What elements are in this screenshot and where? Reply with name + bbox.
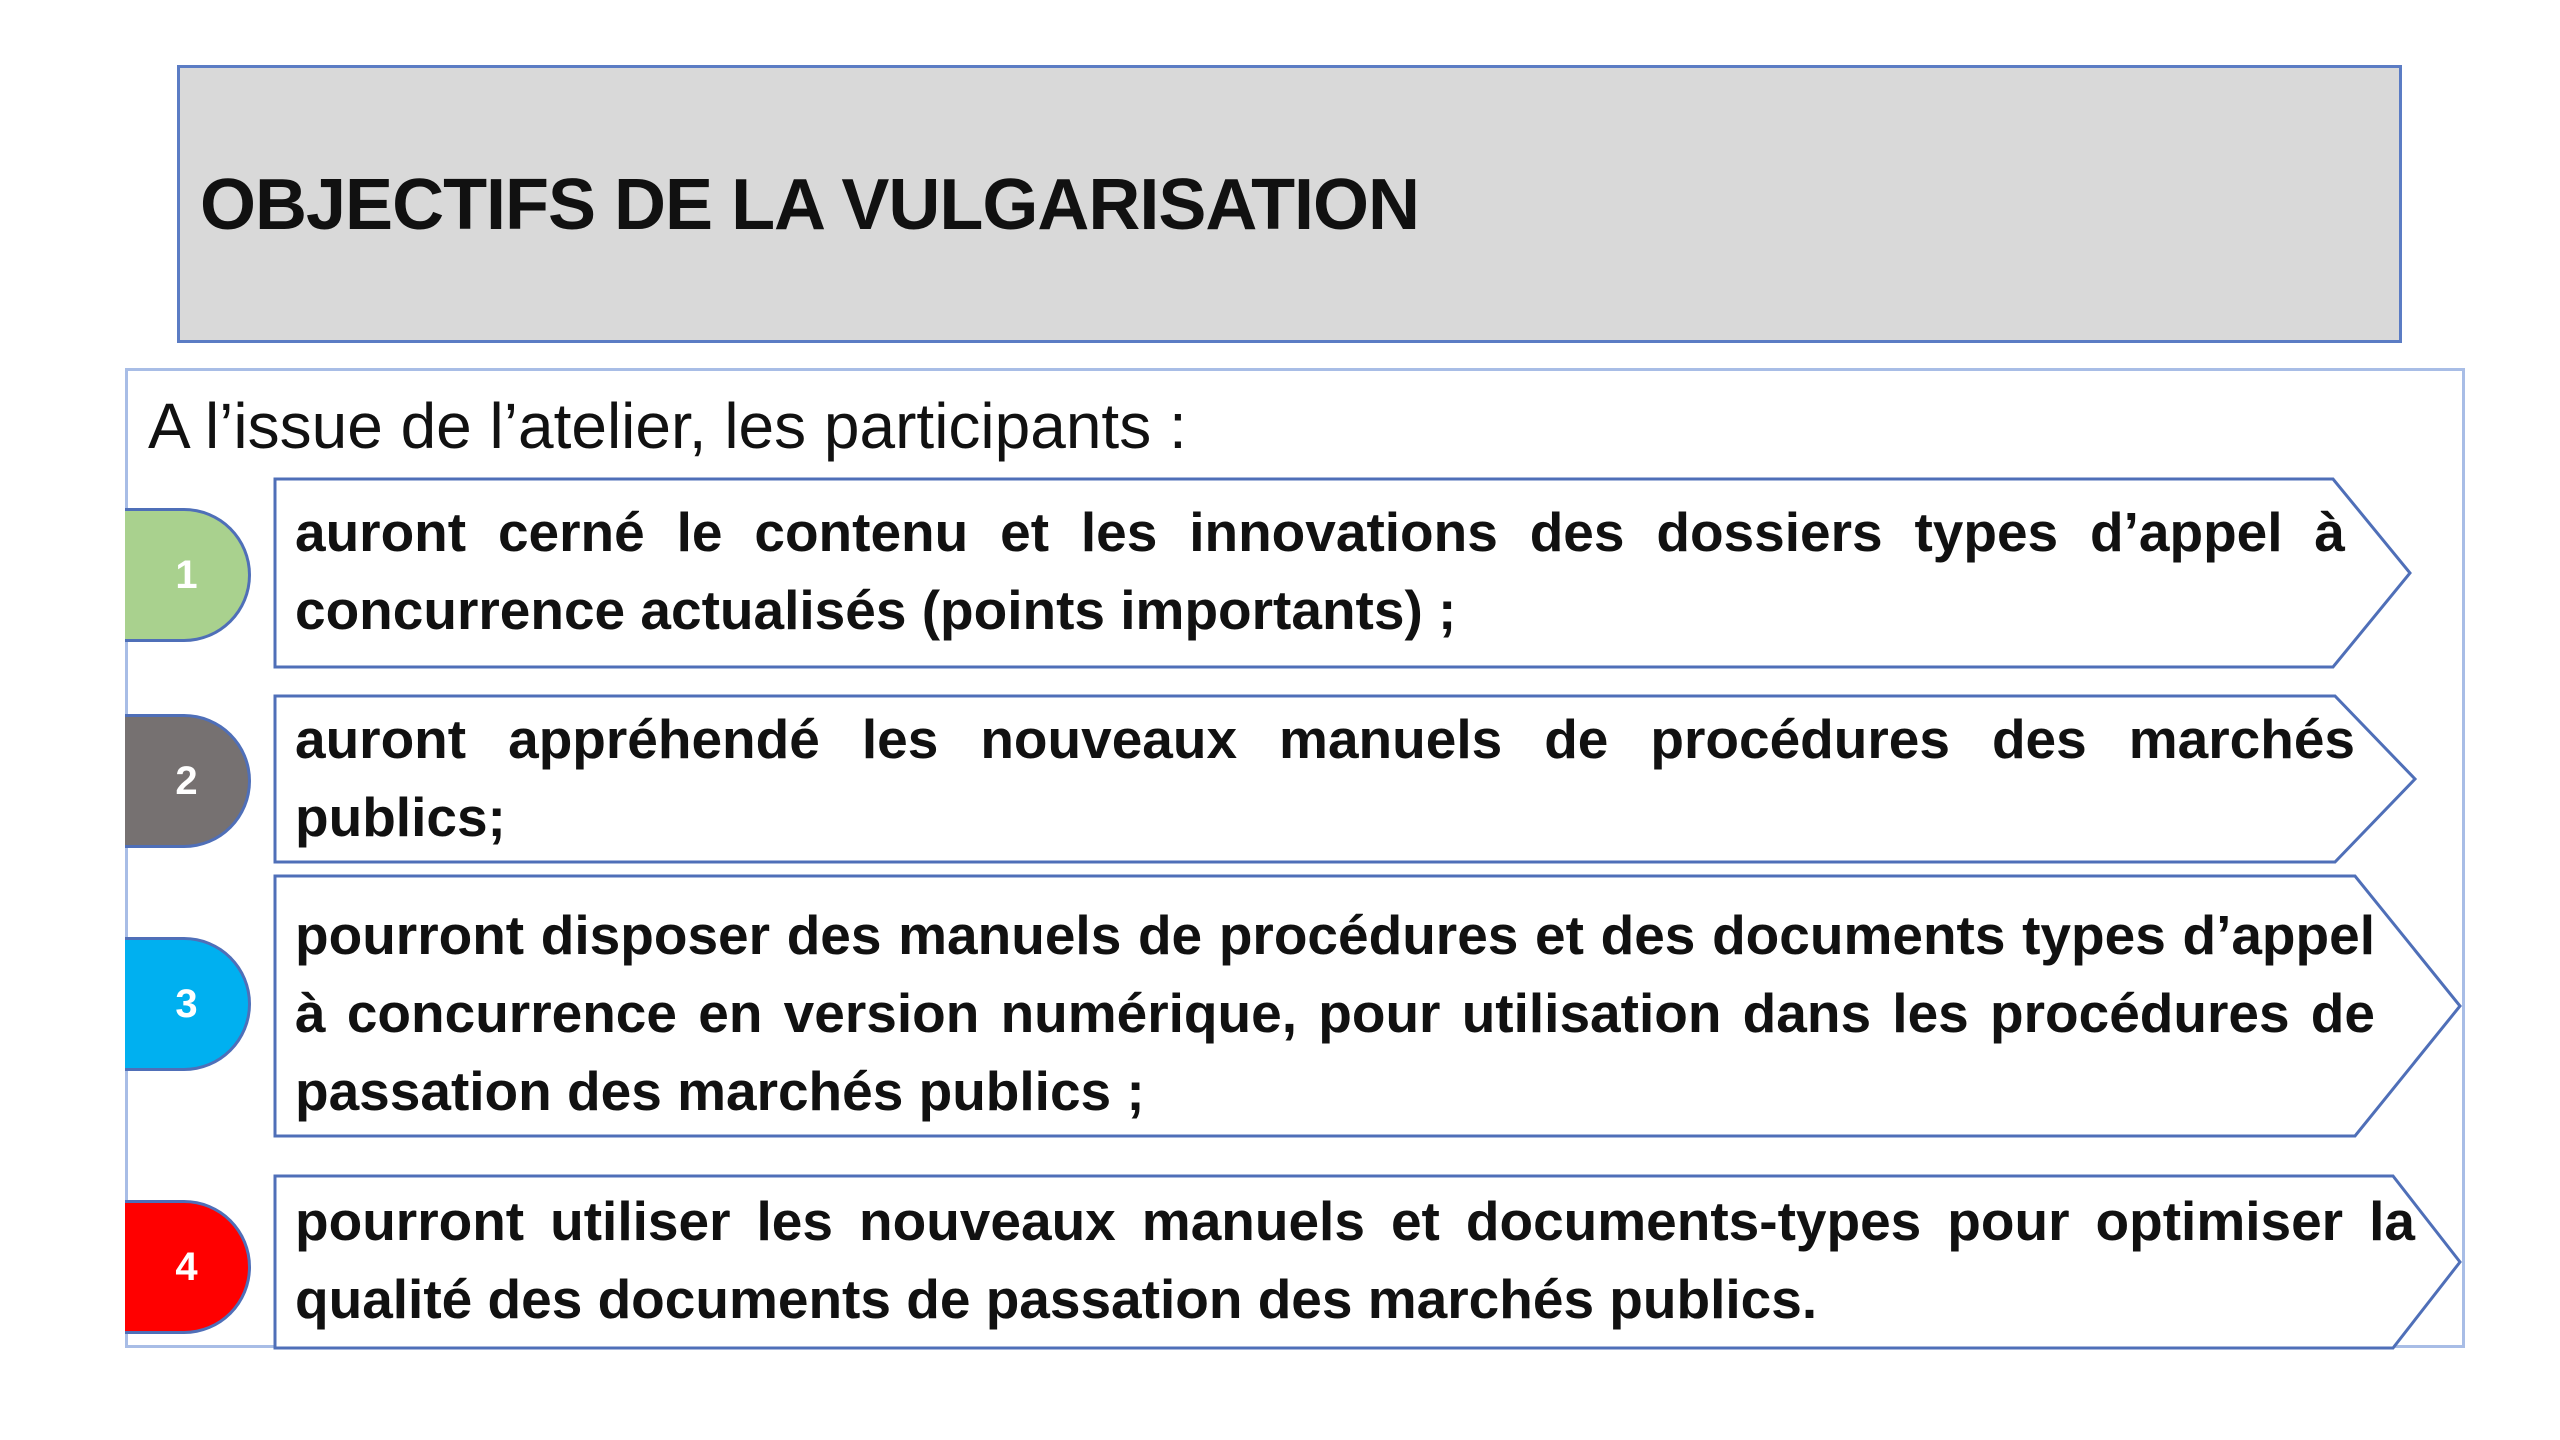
item-text-2: auront appréhendé les nouveaux manuels de procédures des marchés publics; [295,708,2355,848]
arrow-item-3 [275,876,2560,1136]
title-box [177,65,2402,343]
intro-text: A l’issue de l’atelier, les participants : [148,390,1187,462]
item-text-3: pourront disposer des manuels de procédures et des documents types d’appel à concurrence en version numérique, pour utilisation dans les procédures de passation des marchés publics ; [295,904,2375,1122]
arrow-item-4 [275,1176,2560,1348]
content-box [125,368,2465,1348]
arrow-item-2 [275,696,2545,862]
arrow-item-1 [275,479,2545,667]
number-badge-3: 3 [125,937,251,1071]
number-badge-4: 4 [125,1200,251,1334]
number-badge-2: 2 [125,714,251,848]
slide-title: OBJECTIFS DE LA VULGARISATION [200,165,1420,245]
item-text-4: pourront utiliser les nouveaux manuels et documents-types pour optimiser la qualité des documents de passation des marchés publics. [295,1190,2415,1330]
item-text-1: auront cerné le contenu et les innovations des dossiers types d’appel à concurrence actualisés (points importants) ; [295,501,2345,641]
number-badge-1: 1 [125,508,251,642]
